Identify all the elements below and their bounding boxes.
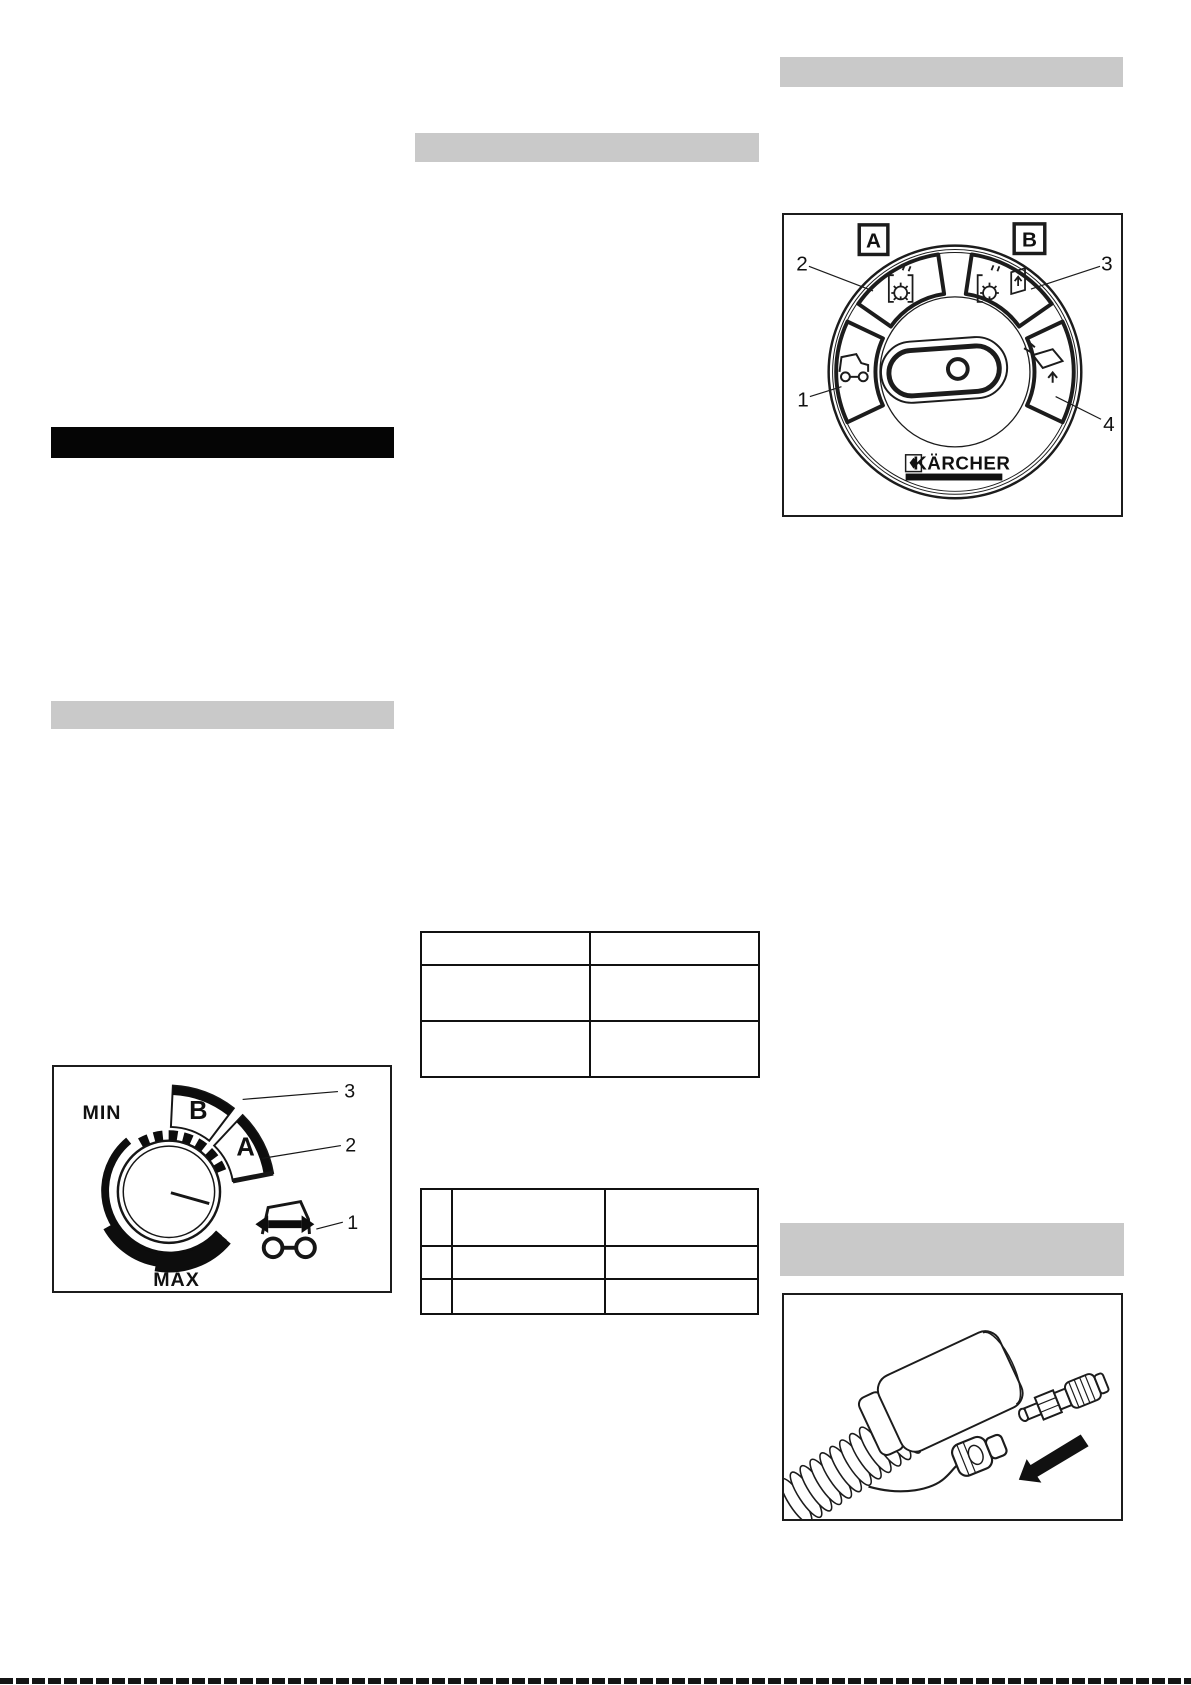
table-2 — [420, 1188, 759, 1315]
pull-direction-arrow — [1019, 1435, 1089, 1483]
knob-pointer — [171, 1193, 209, 1204]
table-cell — [605, 1279, 758, 1314]
table-cell — [421, 932, 590, 965]
connector-nipple — [1014, 1369, 1110, 1429]
table-row — [421, 932, 759, 965]
min-label: MIN — [82, 1102, 122, 1125]
table-cell — [590, 965, 759, 1021]
figure-minmax-knob — [52, 1065, 392, 1293]
program-dial-drawing — [784, 215, 1121, 515]
callout-3: 3 — [1101, 252, 1113, 276]
page-edge-cut-line — [0, 1678, 1191, 1684]
minmax-knob-drawing — [54, 1067, 390, 1291]
table-cell — [590, 932, 759, 965]
table-cell — [421, 965, 590, 1021]
callout-1: 1 — [347, 1212, 359, 1235]
table-cell — [421, 1189, 452, 1246]
table-row — [421, 965, 759, 1021]
knob-inner-circle — [123, 1146, 214, 1237]
sector-3-sweep-vacuum — [966, 254, 1052, 326]
table-1 — [420, 931, 760, 1078]
table-cell — [605, 1246, 758, 1279]
heading-bar-gray-right-bottom — [780, 1223, 1124, 1276]
table-row — [421, 1189, 758, 1246]
table-cell — [421, 1246, 452, 1279]
heading-bar-gray-middle — [415, 133, 759, 162]
heading-bar-gray-left — [51, 701, 394, 729]
wedge-a-label: A — [236, 1133, 255, 1162]
callout-1: 1 — [797, 388, 809, 412]
table-cell — [590, 1021, 759, 1077]
position-b-label: B — [1021, 228, 1037, 252]
hose-coupling — [949, 1428, 1010, 1478]
wedge-b-label: B — [189, 1097, 208, 1126]
figure-suction-hose-coupling — [782, 1293, 1123, 1521]
dosage-arc — [105, 1135, 224, 1263]
dial-handle — [879, 335, 1009, 405]
table-cell — [605, 1189, 758, 1246]
figure-program-selector-dial — [782, 213, 1123, 517]
table-cell — [421, 1021, 590, 1077]
callout-4: 4 — [1103, 413, 1115, 437]
sector-4-empty-container — [1027, 322, 1074, 423]
table-row — [421, 1021, 759, 1077]
heading-bar-black — [51, 427, 394, 458]
table-row — [421, 1246, 758, 1279]
position-a-label: A — [866, 229, 882, 253]
table-row — [421, 1279, 758, 1314]
hose-coupling-drawing — [784, 1295, 1121, 1519]
max-label: MAX — [153, 1269, 200, 1291]
table-cell — [421, 1279, 452, 1314]
heading-bar-gray-right-top — [780, 57, 1123, 87]
knob-outer-circle — [118, 1141, 220, 1243]
table-cell — [452, 1189, 605, 1246]
callout-3: 3 — [344, 1080, 356, 1103]
callout-2: 2 — [345, 1134, 357, 1157]
callout-2: 2 — [796, 252, 808, 276]
table-cell — [452, 1279, 605, 1314]
table-cell — [452, 1246, 605, 1279]
machine-speed-icon — [262, 1202, 315, 1258]
karcher-logo-text: KÄRCHER — [913, 452, 1011, 474]
